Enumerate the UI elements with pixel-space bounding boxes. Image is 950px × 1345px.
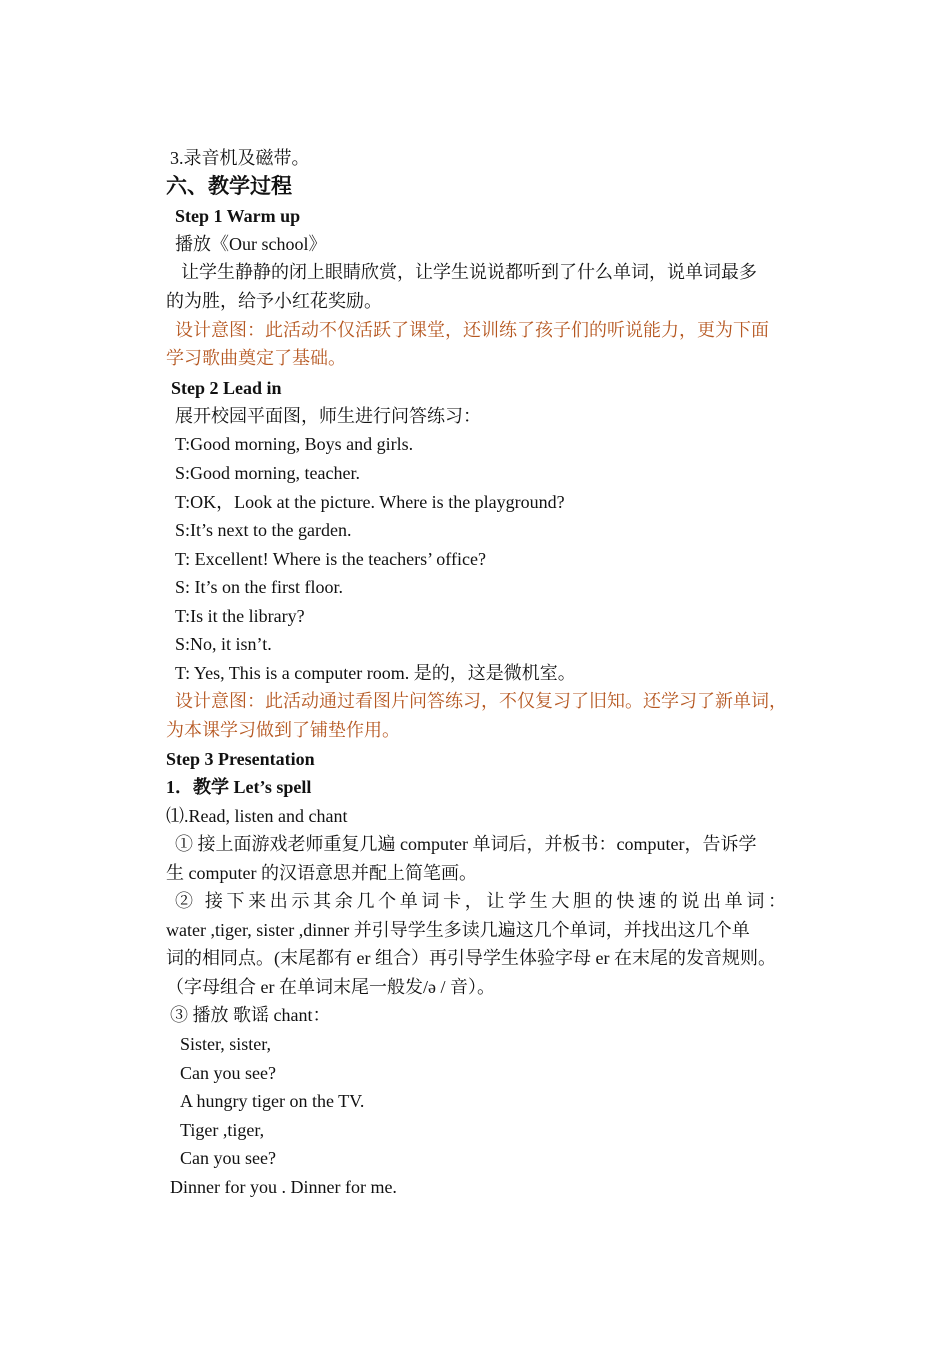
materials-item-3: 3.录音机及磁带。 [170, 148, 310, 168]
step-3-paragraph-line: （字母组合 er 在单词末尾一般发/ə / 音）。 [166, 977, 495, 997]
step-3-paragraph-line: ② 接下来出示其余几个单词卡，让学生大胆的快速的说出单词： [175, 891, 786, 911]
dialogue-line: T:Good morning, Boys and girls. [175, 434, 414, 454]
dialogue-line: T: Excellent! Where is the teachers’ office? [175, 549, 486, 569]
step-3-paragraph-line: water ,tiger, sister ,dinner 并引导学生多读几遍这几个单词，并找出这几个单 [166, 920, 750, 940]
design-intent-note: 为本课学习做到了铺垫作用。 [166, 720, 400, 740]
design-intent-note: 设计意图：此活动不仅活跃了课堂，还训练了孩子们的听说能力，更为下面 [175, 320, 769, 340]
step-3-paragraph-line: 生 computer 的汉语意思并配上简笔画。 [166, 863, 477, 883]
step-3-paragraph-line: 词的相同点。(末尾都有 er 组合）再引导学生体验字母 er 在末尾的发音规则。 [166, 948, 776, 968]
step-2-line: 展开校园平面图，师生进行问答练习： [175, 406, 481, 426]
section-heading-teaching-process: 六、教学过程 [166, 174, 292, 198]
chant-line: Dinner for you . Dinner for me. [170, 1177, 397, 1197]
chant-line: Tiger ,tiger, [180, 1120, 265, 1140]
step-3-paragraph-line: ① 接上面游戏老师重复几遍 computer 单词后，并板书：computer，告诉学 [175, 834, 757, 854]
dialogue-line: S:No, it isn’t. [175, 634, 272, 654]
step-3-heading: Step 3 Presentation [166, 749, 315, 769]
chant-line: A hungry tiger on the TV. [180, 1091, 365, 1111]
dialogue-line: T: Yes, This is a computer room. 是的，这是微机室。 [175, 663, 576, 683]
step-1-paragraph-line: 让学生静静的闭上眼睛欣赏，让学生说说都听到了什么单词，说单词最多 [181, 262, 757, 282]
step-1-paragraph-line: 的为胜，给予小红花奖励。 [166, 291, 382, 311]
chant-line: Can you see? [180, 1063, 276, 1083]
dialogue-line: T:OK，Look at the picture. Where is the playground? [175, 492, 565, 512]
step-1-heading: Step 1 Warm up [175, 206, 301, 226]
step-2-heading: Step 2 Lead in [171, 378, 282, 398]
step-3-subheading: 1．教学 Let’s spell [166, 777, 312, 797]
step-1-line: 播放《Our school》 [175, 234, 327, 254]
chant-line: Sister, sister, [180, 1034, 272, 1054]
design-intent-note: 学习歌曲奠定了基础。 [166, 348, 346, 368]
design-intent-note: 设计意图：此活动通过看图片问答练习，不仅复习了旧知。还学习了新单词， [175, 691, 787, 711]
step-3-paragraph-line: ③ 播放 歌谣 chant： [170, 1005, 331, 1025]
dialogue-line: T:Is it the library? [175, 606, 305, 626]
dialogue-line: S: It’s on the first floor. [175, 577, 343, 597]
dialogue-line: S:It’s next to the garden. [175, 520, 352, 540]
step-3-item: ⑴.Read, listen and chant [166, 806, 348, 826]
chant-line: Can you see? [180, 1148, 276, 1168]
dialogue-line: S:Good morning, teacher. [175, 463, 360, 483]
